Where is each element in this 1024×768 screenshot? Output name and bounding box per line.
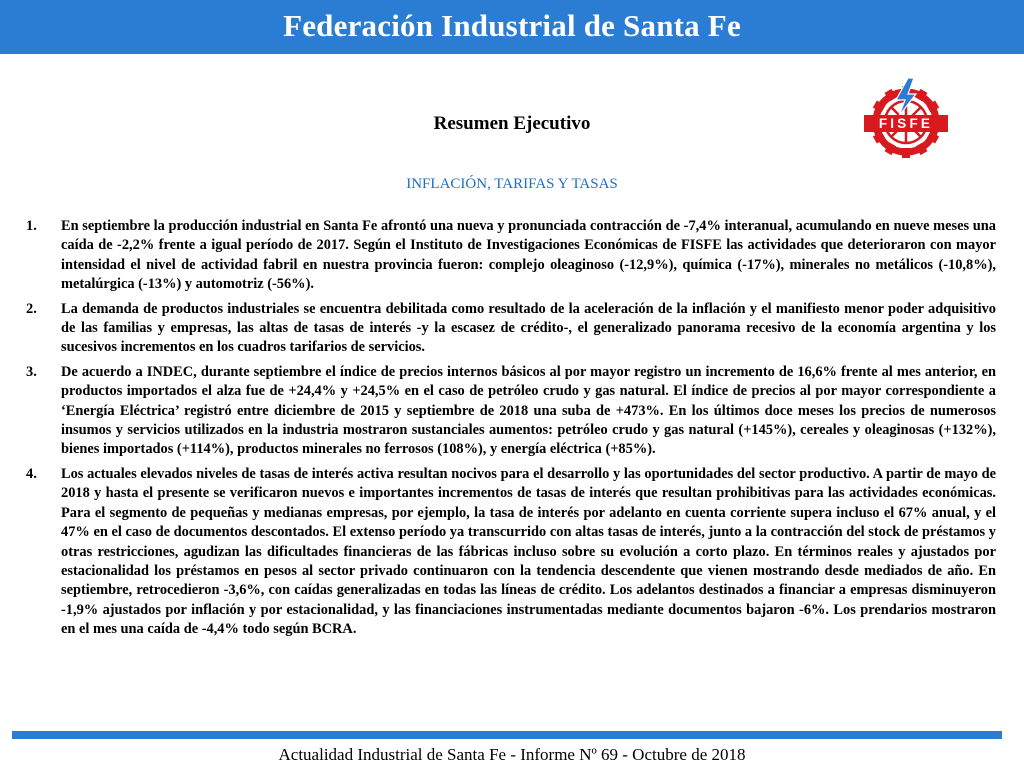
list-item [26,217,996,295]
header-bar [0,0,1024,54]
list-item [26,465,996,640]
item-text: Los actuales elevados niveles de tasas de interés activa resultan nocivos para el desarrollo y las oportunidades del sector productivo. A partir de mayo de 2018 y hasta el presente se verificaron nuevos e importantes incrementos de tasas de interés que resultan prohibitivas para las actividades económicas. Para el segmento de pequeñas y medianas empresas, por ejemplo, la tasa de interés por adelanto en cuenta corriente supera incluso el 67% anual, y el 47% en el caso de documentos descontados. El extenso período ya transcurrido con altas tasas de interés, junto a la contracción del stock de préstamos y otras restricciones, agudizan las dificultades financieras de las fábricas incluso sobre su evolución a corto plazo. En términos reales y ajustados por estacionalidad los préstamos en pesos al sector privado continuaron con la tendencia descendente que vienen mostrando desde mediados de año. En septiembre, retrocedieron -3,6%, con caídas generalizadas en todas las líneas de crédito. Los adelantos destinados a financiar a empresas disminuyeron -1,9% ajustados por inflación y por estacionalidad, y las financiaciones instrumentadas mediante documentos bajaron -6%. Los prendarios mostraron en el mes una caída de -4,4% todo según BCRA. [61,465,996,638]
footer-text: Actualidad Industrial de Santa Fe - Informe Nº 69 - Octubre de 2018 [278,745,746,764]
footer-divider [12,731,1002,739]
list-item [26,300,996,358]
item-number: 1. [26,218,37,234]
item-text: En septiembre la producción industrial en Santa Fe afrontó una nueva y pronunciada contracción de -7,4% interanual, acumulando en nueve meses una caída de -2,2% frente a igual período de 2017. Según el Instituto de Investigaciones Económicas de FISFE las actividades que deterioraron con mayor intensidad el nivel de actividad fabril en nuestra provincia fueron: complejo oleaginoso (-12,9%), química (-17%), minerales no metálicos (-10,8%), metalúrgica (-13%) y automotriz (-56%). [61,218,996,293]
item-number: 4. [26,465,37,482]
logo-text: FISFE [878,116,934,131]
item-text: De acuerdo a INDEC, durante septiembre el índice de precios internos básicos al por mayor registro un incremento de 16,6% frente al mes anterior, en productos importados el alza fue de +24,4% y +24,5% en el caso de petróleo crudo y gas natural. El índice de precios al por mayor correspondiente a ‘Energía Eléctrica’ registró entre diciembre de 2015 y septiembre de 2018 una suba de +473%. En los últimos doce meses los precios de numerosos insumos y servicios utilizados en la industria mostraron sustanciales aumentos: petróleo crudo y gas natural (+145%), cereales y oleaginosas (+132%), bienes importados (+114%), productos minerales no ferrosos (108%), y energía eléctrica (+85%). [61,363,996,458]
list-item [26,363,996,460]
item-number: 2. [26,300,37,317]
item-text: La demanda de productos industriales se encuentra debilitada como resultado de la aceleración de la inflación y el manifiesto menor poder adquisitivo de las familias y empresas, las altas de tasas de interés -y la escasez de crédito-, el generalizado panorama recesivo de la economía argentina y los sucesivos incrementos en los cuadros tarifarios de servicios. [61,300,996,356]
page-title: Federación Industrial de Santa Fe [283,8,741,43]
section-title: INFLACIÓN, TARIFAS Y TASAS [406,176,618,192]
summary-title: Resumen Ejecutivo [433,113,591,134]
summary-list [26,217,996,645]
item-number: 3. [26,363,37,380]
